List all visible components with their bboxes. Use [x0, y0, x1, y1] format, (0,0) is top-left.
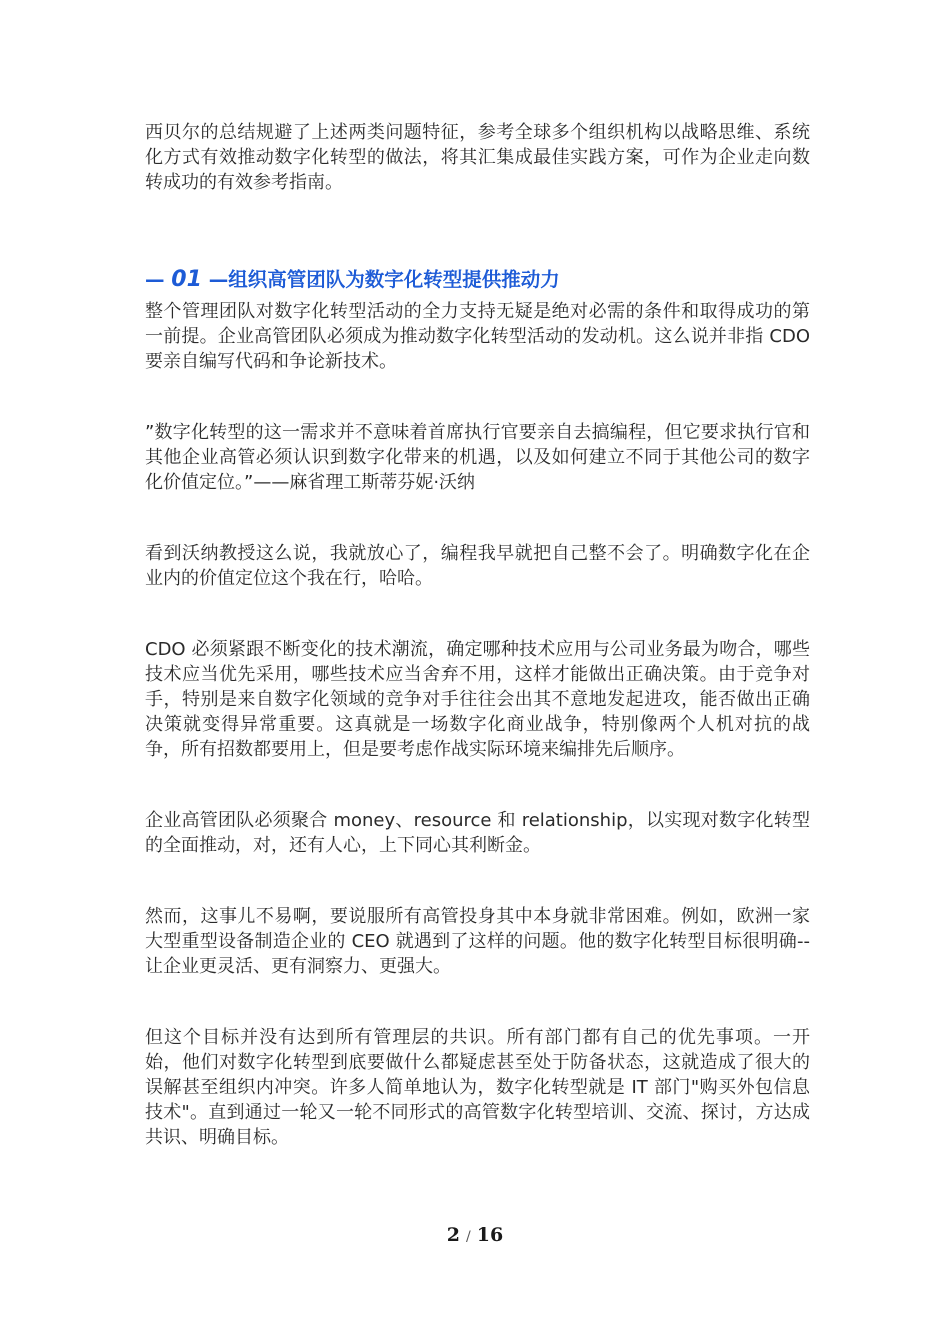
body-paragraph: 但这个目标并没有达到所有管理层的共识。所有部门都有自己的优先事项。一开始，他们对数字化转型到底要做什么都疑虑甚至处于防备状态，这就造成了很大的误解甚至组织内冲突。许多人简单地认为，数字化转型就是 IT 部门"购买外包信息技术"。直到通过一轮又一轮不同形式的高管数字化转型培训、交流、探讨，方达成共识、明确目标。 — [145, 1027, 810, 1148]
page-separator: / — [466, 1229, 471, 1245]
section-number: 01 — [171, 267, 202, 292]
spacer — [145, 495, 810, 541]
body-paragraph: 企业高管团队必须聚合 money、resource 和 relationship，以实现对数字化转型的全面推动，对，还有人心，上下同心其利断金。 — [145, 810, 810, 856]
spacer — [145, 374, 810, 420]
body-paragraph: 整个管理团队对数字化转型活动的全力支持无疑是绝对必需的条件和取得成功的第一前提。企业高管团队必须成为推动数字化转型活动的发动机。这么说并非指 CDO 要亲自编写代码和争论新技术。 — [145, 301, 810, 372]
spacer — [145, 591, 810, 637]
intro-paragraph: 西贝尔的总结规避了上述两类问题特征，参考全球多个组织机构以战略思维、系统化方式有效推动数字化转型的做法，将其汇集成最佳实践方案，可作为企业走向数转成功的有效参考指南。 — [145, 122, 810, 193]
page-number — [0, 1224, 950, 1246]
section-heading — [145, 267, 810, 293]
body-paragraph: 看到沃纳教授这么说，我就放心了，编程我早就把自己整不会了。明确数字化在企业内的价值定位这个我在行，哈哈。 — [145, 543, 810, 589]
page-total: 16 — [476, 1224, 504, 1246]
spacer — [145, 979, 810, 1025]
body-paragraph: 然而，这事儿不易啊，要说服所有高管投身其中本身就非常困难。例如，欧洲一家大型重型设备制造企业的 CEO 就遇到了这样的问题。他的数字化转型目标很明确--让企业更灵活、更有洞察力、更强大。 — [145, 906, 810, 977]
body-paragraph: CDO 必须紧跟不断变化的技术潮流，确定哪种技术应用与公司业务最为吻合，哪些技术应当优先采用，哪些技术应当舍弃不用，这样才能做出正确决策。由于竞争对手，特别是来自数字化领域的竞争对手往往会出其不意地发起进攻，能否做出正确决策就变得异常重要。这真就是一场数字化商业战争，特别像两个人机对抗的战争，所有招数都要用上，但是要考虑作战实际环境来编排先后顺序。 — [145, 639, 810, 760]
section-title: —组织高管团队为数字化转型提供推动力 — [201, 268, 560, 291]
spacer — [145, 195, 810, 267]
spacer — [145, 858, 810, 904]
page-content — [145, 120, 810, 1150]
spacer — [145, 762, 810, 808]
quote-paragraph: ”数字化转型的这一需求并不意味着首席执行官要亲自去搞编程，但它要求执行官和其他企业高管必须认识到数字化带来的机遇，以及如何建立不同于其他公司的数字化价值定位。”——麻省理工斯蒂芬妮·沃纳 — [145, 422, 810, 493]
section-prefix: — — [145, 268, 172, 291]
page-current: 2 — [446, 1224, 461, 1246]
